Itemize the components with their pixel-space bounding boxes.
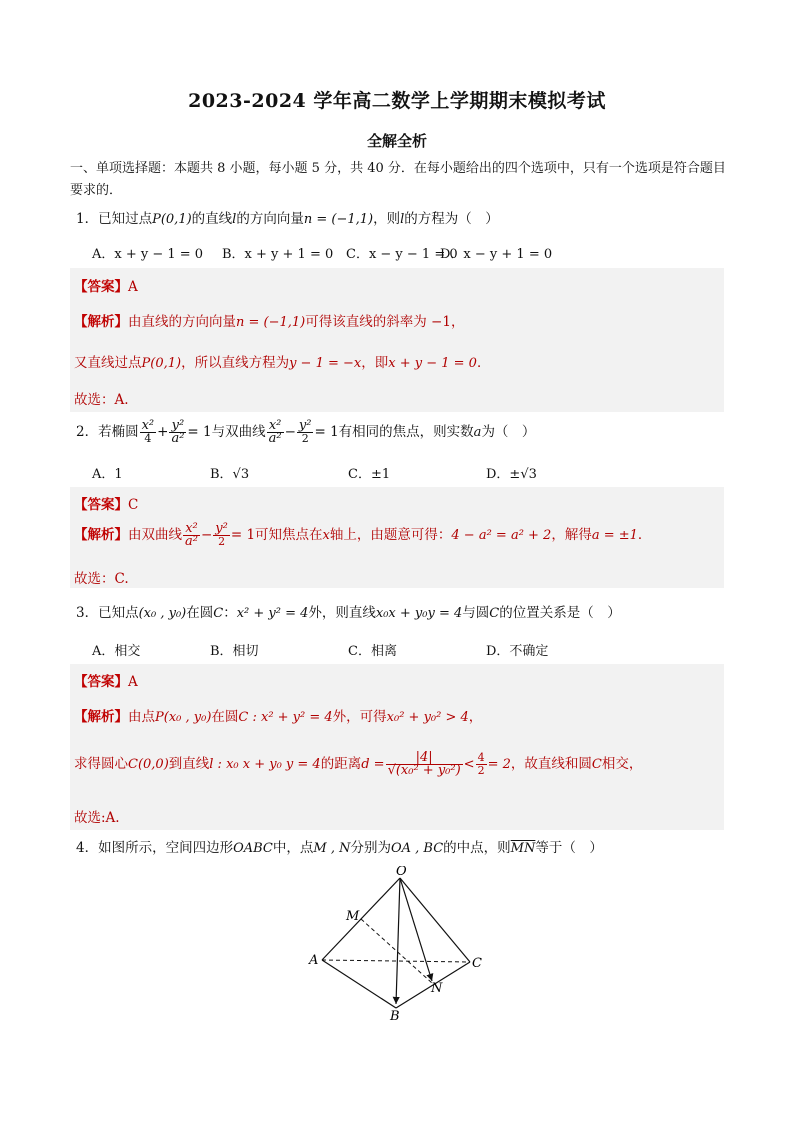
q1-option-b: B．x + y + 1 = 0 <box>222 247 334 262</box>
question-3-stem: 3．已知点(x₀ , y₀)在圆C：x² + y² = 4外，则直线x₀x + y₀y = 4与圆C的位置关系是（ ） <box>76 605 621 621</box>
vector-ob <box>396 878 400 1004</box>
q1-option-d: D．x − y + 1 = 0 <box>440 247 553 262</box>
edge-ab <box>322 960 396 1008</box>
document-title: 2023-2024 学年高二数学上学期期末模拟考试 <box>188 90 606 112</box>
question-4-stem: 4．如图所示，空间四边形OABC中，点M , N分别为OA , BC的中点，则$\overline{MN}$等于（ ） <box>76 840 603 856</box>
edge-ac-hidden <box>322 960 470 962</box>
section-header: 一、单项选择题：本题共 8 小题，每小题 5 分，共 40 分．在每小题给出的四个选项中，只有一个选项是符合题目要求的． <box>70 161 726 198</box>
edge-oc <box>400 878 470 962</box>
q3-answer: 【答案】A <box>74 674 138 690</box>
q2-analysis-x-fraction: $\frac{\text{x²}}{\text{a²}}$ <box>185 521 198 549</box>
q1-option-c: C．x − y − 1 = 0 <box>346 247 458 262</box>
label-c: C <box>472 956 482 971</box>
question-3-solution <box>70 664 724 830</box>
q3-analysis-line-1: 【解析】由点P(x₀ , y₀)在圆C : x² + y² = 4外，可得x₀² + y₀² > 4， <box>74 709 483 725</box>
q2-option-b: B．√3 <box>210 467 250 482</box>
vector-on <box>400 878 432 981</box>
q2-option-c: C．±1 <box>348 467 391 482</box>
q3-bound-fraction: $\frac{4}{2}$ <box>477 751 485 777</box>
q3-option-b: B．相切 <box>210 644 259 659</box>
question-2-stem: 2．若椭圆 $\frac{\text{x²}}{4}$ + $\frac{\text{y²}}{\text{a²}}$ = 1与双曲线 $\frac{\text{x²}}{\text{a²}}$ − $\frac{\text{y²}}{2}$ = 1有相同的焦点，则实数a为（ ） <box>76 418 536 446</box>
label-n: N <box>431 981 443 996</box>
q3-distance-fraction: $\frac{|4|}{\text{√(x₀² + y₀²)}}$ <box>387 750 461 778</box>
q1-analysis-line-1: 【解析】由直线的方向向量n = (−1,1)可得该直线的斜率为 −1， <box>74 314 465 330</box>
q3-conclusion: 故选:A. <box>74 810 120 826</box>
document-subtitle: 全解全析 <box>366 132 427 150</box>
question-2-solution <box>70 487 724 588</box>
label-b: B <box>390 1009 400 1022</box>
q3-analysis-line-2: 求得圆心C(0,0)到直线l : x₀ x + y₀ y = 4的距离d = $\frac{|4|}{\text{√(x₀² + y₀²)}}$ < $\frac{4}{2}$ = 2，故直线和圆C相交， <box>74 750 643 778</box>
q1-answer: 【答案】A <box>74 279 138 295</box>
q3-option-a: A．相交 <box>92 644 141 659</box>
ellipse-x-fraction: $\frac{\text{x²}}{4}$ <box>141 418 155 445</box>
hyperbola-x-fraction: $\frac{\text{x²}}{\text{a²}}$ <box>268 418 282 446</box>
q2-option-a: A．1 <box>92 467 123 482</box>
q2-analysis: 【解析】由双曲线 $\frac{\text{x²}}{\text{a²}}$ − $\frac{\text{y²}}{2}$ = 1可知焦点在x轴上，由题意可得：4 − a² = a² + 2，解得a = ±1． <box>74 521 652 549</box>
question-1-solution <box>70 268 724 412</box>
q2-answer: 【答案】C <box>74 497 139 513</box>
q2-conclusion: 故选：C. <box>74 571 129 587</box>
hyperbola-y-fraction: $\frac{\text{y²}}{2}$ <box>298 418 312 445</box>
q2-option-d: D．±√3 <box>486 467 537 482</box>
ellipse-y-fraction: $\frac{\text{y²}}{\text{a²}}$ <box>171 418 185 446</box>
q1-conclusion: 故选：A. <box>74 392 129 408</box>
tetrahedron-figure <box>300 866 500 1022</box>
label-m: M <box>346 909 360 924</box>
q3-option-d: D．不确定 <box>486 644 549 659</box>
q1-analysis-line-2: 又直线过点P(0,1)，所以直线方程为y − 1 = −x，即x + y − 1 = 0． <box>74 355 491 371</box>
q1-option-a: A．x + y − 1 = 0 <box>92 247 204 262</box>
label-o: O <box>396 866 407 879</box>
q2-analysis-y-fraction: $\frac{\text{y²}}{2}$ <box>215 521 228 548</box>
question-1-stem: 1．已知过点P(0,1)的直线l的方向向量n = (−1,1)，则l的方程为（ ） <box>76 211 499 227</box>
q3-option-c: C．相离 <box>348 644 397 659</box>
label-a: A <box>309 953 319 968</box>
